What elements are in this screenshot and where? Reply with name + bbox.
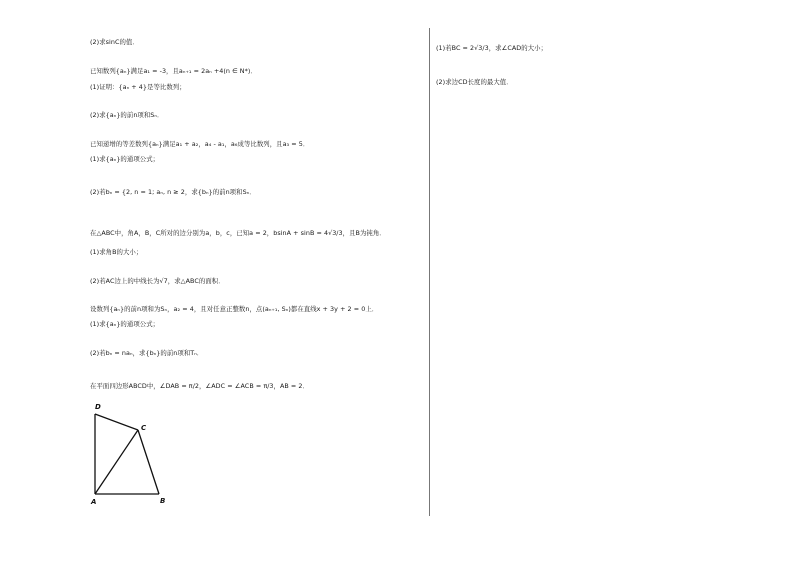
text-line: (1)若BC = 2√3/3，求∠CAD的大小； [436,44,548,52]
diagonal-AC [95,430,138,494]
vertex-label-A: A [91,498,97,506]
text-line: (1)证明：{aₙ + 4}是等比数列； [90,83,186,91]
text-line: (2)若bₙ = naₙ，求{bₙ}的前n项和Tₙ． [90,349,204,357]
text-line: (2)求sinC的值． [90,38,139,46]
text-line: (2)若AC边上的中线长为√7，求△ABC的面积． [90,277,225,285]
vertex-label-D: D [95,403,101,411]
problem-statement: 在△ABC中，角A，B，C所对的边分别为a，b，c，已知a = 2，bsinA + sinB = 4√3/3，且B为钝角． [90,229,386,237]
problem-statement: 在平面四边形ABCD中，∠DAB = π/2，∠ADC = ∠ACB = π/3，AB = 2． [90,382,309,390]
edge-CB [138,430,159,494]
vertex-label-B: B [160,497,166,505]
quadrilateral-diagram [88,400,178,510]
text-line: (2)求边CD长度的最大值． [436,78,513,86]
text-line: (1)求{aₙ}的通项公式； [90,320,160,328]
edge-DC [95,414,138,430]
problem-statement: 设数列{aₙ}的前n项和为Sₙ，a₂ = 4，且对任意正整数n，点(aₙ₊₁, Sₙ)都在直线x + 3y + 2 = 0上． [90,305,379,313]
text-line: (2)求{aₙ}的前n项和Sₙ． [90,111,164,119]
text-line: (1)求角B的大小； [90,248,143,256]
text-line: (1)求{aₙ}的通项公式； [90,155,160,163]
problem-statement: 已知递增的等差数列{aₙ}满足a₁ + a₂，a₄ - a₁，a₆成等比数列，且a₃ = 5． [90,140,310,148]
text-line: (2)若bₙ = {2, n = 1; aₙ, n ≥ 2，求{bₙ}的前n项和Sₙ． [90,188,256,196]
column-divider [429,28,430,516]
quadrilateral-figure [88,400,178,510]
problem-statement: 已知数列{aₙ}满足a₁ = -3，且aₙ₊₁ = 2aₙ +4(n ∈ N*)． [90,67,257,75]
vertex-label-C: C [141,424,147,432]
